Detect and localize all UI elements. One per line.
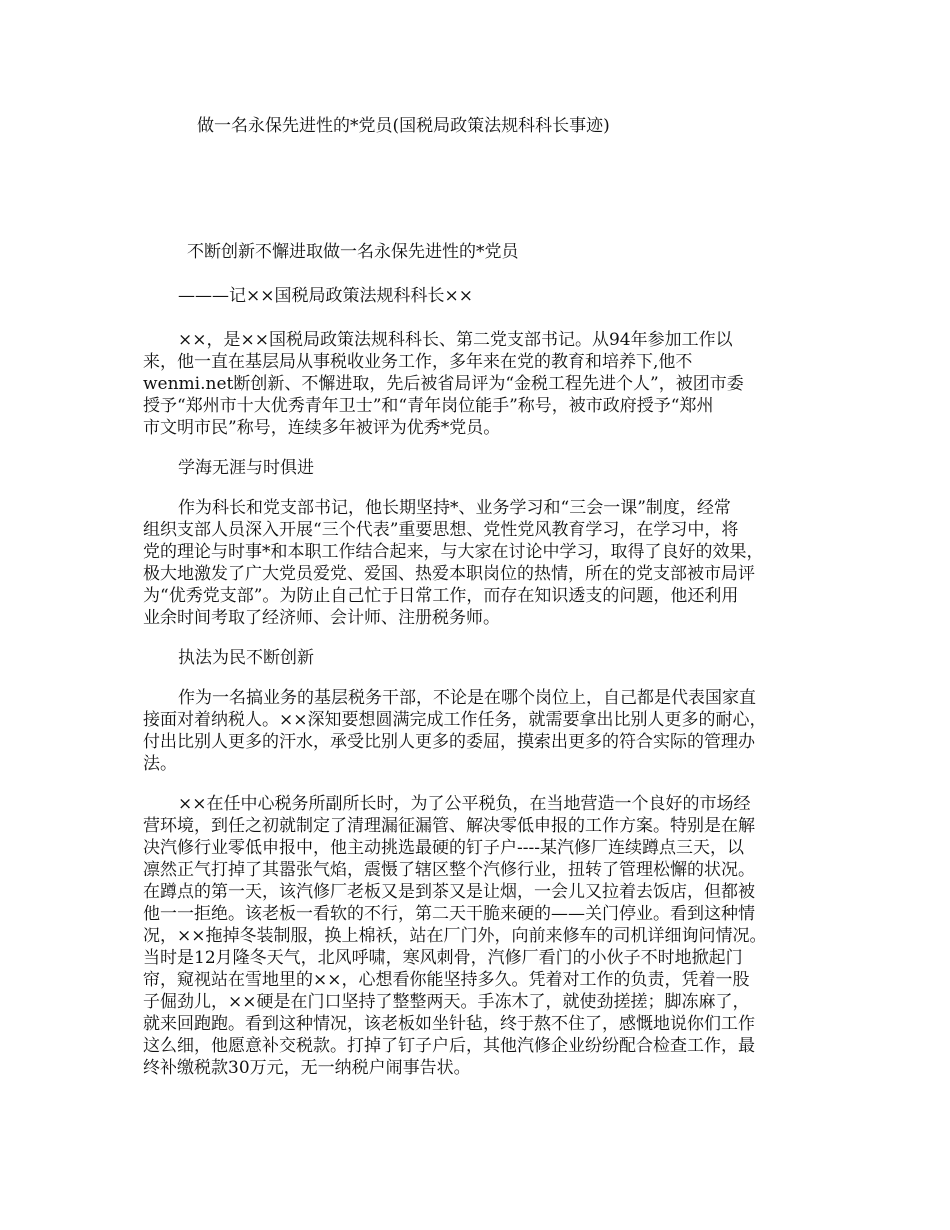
text-line: 极大地激发了广大党员爱党、爱国、热爱本职岗位的热情，所在的党支部被市局评 (143, 564, 755, 584)
enforcement-paragraph-1 (143, 687, 827, 775)
text-line: 凛然正气打掉了其嚣张气焰，震慑了辖区整个汽修行业，扭转了管理松懈的状况。 (143, 860, 755, 880)
text-line: 组织支部人员深入开展“三个代表”重要思想、党性党风教育学习，在学习中，将 (143, 520, 739, 540)
article-byline: ———记××国税局政策法规科科长×× (178, 286, 473, 306)
text-line: ××，是××国税局政策法规科科长、第二党支部书记。从94年参加工作以 (178, 330, 733, 350)
text-line: 法。 (143, 754, 177, 774)
text-line: 决汽修行业零低申报中，他主动挑选最硬的钉子户----某汽修厂连续蹲点三天，以 (143, 838, 744, 858)
text-line: 营环境，到任之初就制定了清理漏征漏管、解决零低申报的工作方案。特别是在解 (143, 816, 755, 836)
text-line: 当时是12月隆冬天气，北风呼啸，寒风刺骨，汽修厂看门的小伙子不时地掀起门 (143, 948, 743, 968)
text-line: 就来回跑跑。看到这种情况，该老板如坐针毡，终于熬不住了，感慨地说你们工作 (143, 1014, 755, 1034)
study-paragraph (143, 497, 827, 629)
text-line: 终补缴税款30万元，无一纳税户闹事告状。 (143, 1058, 471, 1078)
text-line: 为“优秀党支部”。为防止自己忙于日常工作，而存在知识透支的问题，他还利用 (143, 586, 739, 606)
section-heading-enforcement: 执法为民不断创新 (178, 648, 314, 668)
text-line: 子倔劲儿，××硬是在门口坚持了整整两天。手冻木了，就使劲搓搓；脚冻麻了， (143, 992, 750, 1012)
intro-paragraph (143, 329, 827, 439)
text-line: 接面对着纳税人。××深知要想圆满完成工作任务，就需要拿出比别人更多的耐心， (143, 710, 767, 730)
text-line: 来，他一直在基层局从事税收业务工作，多年来在党的教育和培养下,他不 (143, 352, 693, 372)
document-title: 做一名永保先进性的*党员(国税局政策法规科科长事迹) (197, 116, 610, 136)
text-line: 授予“郑州市十大优秀青年卫士”和“青年岗位能手”称号，被市政府授予“郑州 (143, 396, 714, 416)
enforcement-paragraph-2 (143, 793, 827, 1079)
text-line: 作为一名搞业务的基层税务干部，不论是在哪个岗位上，自己都是代表国家直 (178, 688, 756, 708)
text-line: 业余时间考取了经济师、会计师、注册税务师。 (143, 608, 500, 628)
text-line: 党的理论与时事*和本职工作结合起来，与大家在讨论中学习，取得了良好的效果， (143, 542, 764, 562)
text-line: 他一一拒绝。该老板一看软的不行，第二天干脆来硬的——关门停业。看到这种情 (143, 904, 755, 924)
text-line: 作为科长和党支部书记，他长期坚持*、业务学习和“三会一课”制度，经常 (178, 498, 731, 518)
text-line: 市文明市民”称号，连续多年被评为优秀*党员。 (143, 418, 501, 438)
text-line: wenmi.net断创新、不懈进取，先后被省局评为“金税工程先进个人”，被团市委 (143, 374, 744, 394)
text-line: 这么细，他愿意补交税款。打掉了钉子户后，其他汽修企业纷纷配合检查工作，最 (143, 1036, 755, 1056)
text-line: 况，××拖掉冬装制服，换上棉袄，站在厂门外，向前来修车的司机详细询问情况。 (143, 926, 767, 946)
text-line: ××在任中心税务所副所长时，为了公平税负，在当地营造一个良好的市场经 (178, 794, 751, 814)
section-heading-study: 学海无涯与时俱进 (178, 458, 314, 478)
text-line: 付出比别人更多的汗水，承受比别人更多的委屈，摸索出更多的符合实际的管理办 (143, 732, 755, 752)
text-line: 帘，窥视站在雪地里的××，心想看你能坚持多久。凭着对工作的负责，凭着一股 (143, 970, 750, 990)
text-line: 在蹲点的第一天，该汽修厂老板又是到茶又是让烟，一会儿又拉着去饭店，但都被 (143, 882, 755, 902)
article-subtitle: 不断创新不懈进取做一名永保先进性的*党员 (187, 242, 519, 262)
